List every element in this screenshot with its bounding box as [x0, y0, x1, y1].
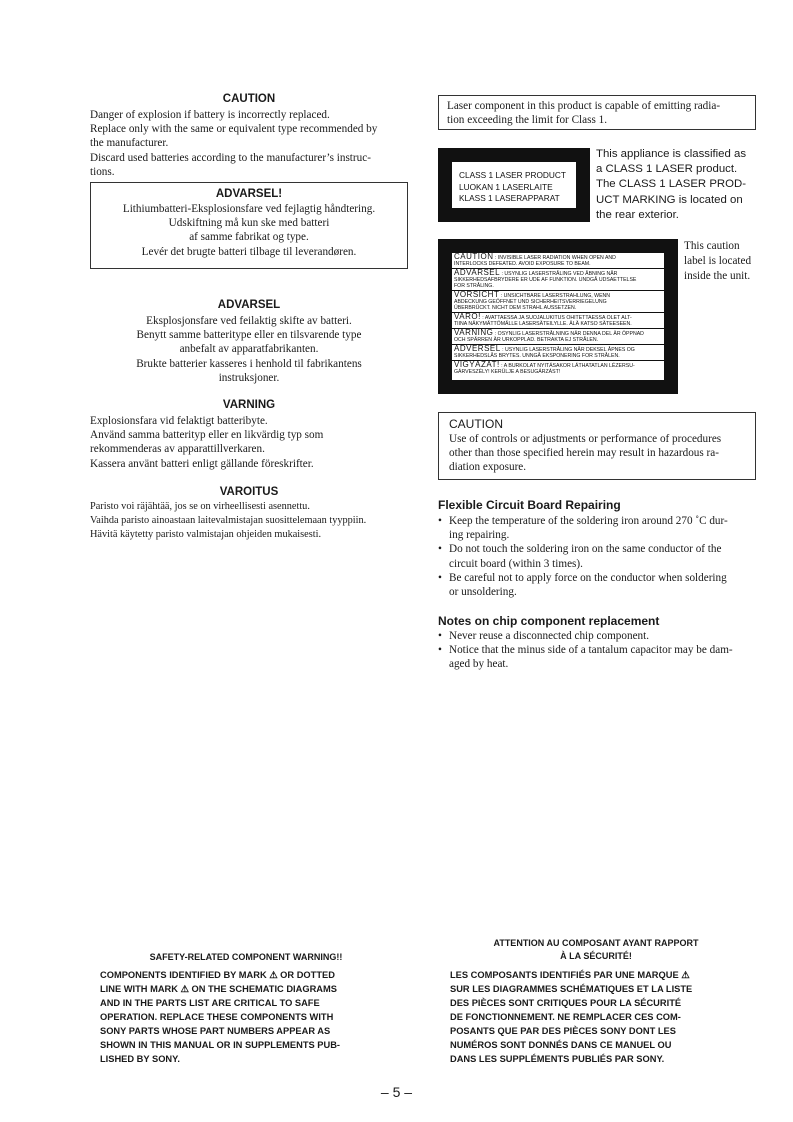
text-line: ing repairing. [449, 529, 510, 542]
label-row-head: ADVERSEL [454, 345, 501, 353]
text-line: Laser component in this product is capable of emitting radia- [447, 100, 721, 112]
label-row-head: VARNING [454, 329, 494, 337]
label-row-head: CAUTION [454, 253, 494, 261]
text-line: rekommenderas av apparattillverkaren. [90, 443, 265, 456]
varoitus-title: VAROITUS [219, 486, 279, 498]
text-line: anbefalt av apparatfabrikanten. [179, 343, 319, 356]
bullet: • [438, 644, 442, 657]
text-line: diation exposure. [449, 461, 527, 474]
caution-laser-label [438, 239, 678, 394]
label-row-text: : A BURKOLAT NYITÁSAKOR LÁTHATATLAN LÉZERSU- [499, 363, 635, 369]
text-line: Discard used batteries according to the manufacturer’s instruc- [90, 151, 371, 164]
text-line: UCT MARKING is located on [596, 193, 743, 206]
label-row-text: FOR STRÅLING. [454, 283, 494, 289]
advarsel-norwegian-title: ADVARSEL [217, 299, 281, 311]
text-line: a CLASS 1 LASER product. [596, 163, 738, 176]
class1-note [596, 147, 761, 223]
label-row-text: : UNSICHTBARE LASERSTRAHLUNG, WENN [499, 293, 611, 299]
class1-label-inner [451, 161, 577, 209]
text-line: LINE WITH MARK ⚠ ON THE SCHEMATIC DIAGRAMS [100, 984, 337, 994]
text-line: Levér det brugte batteri tilbage til leverandøren. [141, 245, 357, 258]
label-row-vorsicht [452, 291, 664, 313]
label-row-advarsel [452, 269, 664, 291]
text-line: À LA SÉCURITÉ! [560, 951, 632, 961]
text-line: circuit board (within 3 times). [449, 557, 583, 570]
text-line: Vaihda paristo ainoastaan laitevalmistajan suosittelemaan tyyppiin. [90, 515, 367, 527]
text-line: AND IN THE PARTS LIST ARE CRITICAL TO SAFE [100, 998, 320, 1008]
text-line: Eksplosjonsfare ved feilaktig skifte av batteri. [146, 315, 352, 327]
laser-component-box [438, 95, 756, 130]
flex-repair-list [438, 514, 760, 599]
caution-battery-title: CAUTION [222, 93, 276, 105]
text-line: This caution [684, 240, 740, 252]
text-line: SHOWN IN THIS MANUAL OR IN SUPPLEMENTS PUB- [100, 1040, 341, 1050]
text-line: other than those specified herein may result in hazardous ra- [449, 447, 719, 460]
laser-component-text [447, 99, 747, 127]
text-line: Brukte batterier kasseres i henhold til fabrikantens [136, 357, 362, 370]
label-line: CLASS 1 LASER PRODUCT [459, 170, 566, 180]
text-line: The CLASS 1 LASER PROD- [596, 178, 747, 191]
label-row-head: ADVARSEL [454, 269, 501, 277]
text-line: Danger of explosion if battery is incorrectly replaced. [90, 109, 330, 121]
text-line: LISHED BY SONY. [100, 1054, 180, 1064]
label-row-text: ÜBERBRÜCKT. NICHT DEM STRAHL AUSSETZEN. [454, 305, 577, 311]
text-line: instruksjoner. [218, 371, 280, 384]
bullet: • [438, 543, 442, 556]
page-number: – 5 – [380, 1084, 413, 1100]
advarsel-norwegian-text [90, 314, 408, 385]
text-line: Paristo voi räjähtää, jos se on virheellisesti asennettu. [90, 501, 310, 512]
text-line: Benytt samme batteritype eller en tilsvarende type [136, 329, 362, 342]
text-line: This appliance is classified as [596, 148, 747, 160]
label-row-adversel [452, 345, 664, 361]
safety-warning-en-title: SAFETY-RELATED COMPONENT WARNING!! [149, 952, 343, 962]
advarsel-danish-box [90, 182, 408, 269]
safety-warning-fr-text [450, 968, 742, 1066]
label-row-caution [452, 253, 664, 269]
text-line: Använd samma batterityp eller en likvärdig typ som [90, 429, 324, 442]
caution-label-inner [451, 252, 665, 381]
text-line: Keep the temperature of the soldering iron around 270 ˚C dur- [449, 515, 728, 527]
label-row-text: INTERLOCKS DEFEATED. AVOID EXPOSURE TO BEAM. [454, 261, 591, 267]
label-row-vigyazat [452, 361, 664, 376]
advarsel-danish-title: ADVARSEL! [215, 188, 283, 200]
list-item [438, 542, 760, 570]
caution-controls-text [449, 432, 745, 475]
label-row-text: : USYNLIG LASERSTRÅLING VED ÅBNING NÅR [500, 271, 618, 277]
label-row-varo [452, 313, 664, 329]
label-row-text: SIKKERHEDSLÅS BRYTES. UNNGÅ EKSPONERING FOR STRÅLEN. [454, 353, 620, 359]
list-item [438, 514, 760, 542]
text-line: Kassera använt batteri enligt gällande föreskrifter. [90, 457, 314, 470]
caution-controls-title: CAUTION [449, 417, 503, 431]
text-line: POSANTS QUE PAR DES PIÈCES SONY DONT LES [450, 1026, 676, 1036]
text-line: Be careful not to apply force on the conductor when soldering [449, 571, 727, 584]
varning-text [90, 414, 410, 471]
text-line: Explosionsfara vid felaktigt batteribyte. [90, 415, 268, 427]
chip-notes-title: Notes on chip component replacement [438, 614, 660, 628]
text-line: the rear exterior. [596, 208, 679, 221]
caution-battery-text [90, 108, 410, 179]
text-line: SUR LES DIAGRAMMES SCHÉMATIQUES ET LA LISTE [450, 984, 693, 994]
text-line: or unsoldering. [449, 586, 517, 599]
advarsel-danish-text [91, 202, 407, 259]
text-line: label is located [684, 255, 752, 267]
text-line: LES COMPOSANTS IDENTIFIÉS PAR UNE MARQUE ⚠ [450, 970, 690, 980]
varning-title: VARNING [222, 399, 276, 411]
label-row-text: GÁRVESZÉLY! KERÜLJE A BESUGÁRZÁST! [454, 369, 561, 375]
text-line: Replace only with the same or equivalent type recommended by [90, 123, 378, 136]
text-line: inside the unit. [684, 270, 751, 282]
text-line: Never reuse a disconnected chip component. [449, 630, 650, 642]
list-item [438, 643, 760, 671]
text-line: tions. [90, 165, 115, 178]
text-line: tion exceeding the limit for Class 1. [447, 114, 608, 127]
label-row-text: SIKKERHEDSAFBRYDERE ER UDE AF FUNKTION. UNDGÅ UDSAETTELSE [454, 277, 637, 283]
bullet: • [438, 630, 442, 642]
text-line: OPERATION. REPLACE THESE COMPONENTS WITH [100, 1012, 334, 1022]
label-row-text: : USYNLIG LASERSTRÅLING NÅR DEKSEL ÅPNES OG [500, 347, 635, 353]
bullet: • [438, 515, 442, 527]
label-row-head: VIGYÁZAT! [454, 361, 500, 369]
label-row-text: : INVISIBLE LASER RADIATION WHEN OPEN AND [493, 255, 616, 261]
list-item [438, 571, 760, 599]
flex-repair-title: Flexible Circuit Board Repairing [438, 498, 621, 512]
text-line: Do not touch the soldering iron on the same conductor of the [449, 543, 722, 556]
bullet: • [438, 571, 442, 584]
caution-controls-box [438, 412, 756, 480]
text-line: the manufacturer. [90, 137, 169, 150]
class1-laser-label [438, 148, 590, 222]
text-line: Udskiftning må kun ske med batteri [168, 217, 330, 230]
varoitus-text [90, 500, 412, 543]
safety-warning-en-text [100, 968, 392, 1066]
text-line: aged by heat. [449, 658, 509, 671]
text-line: Lithiumbatteri-Eksplosionsfare ved fejlagtig håndtering. [122, 203, 376, 215]
text-line: NUMÉROS SONT DONNÉS DANS CE MANUEL OU [450, 1040, 672, 1050]
text-line: ATTENTION AU COMPOSANT AYANT RAPPORT [493, 938, 699, 948]
text-line: COMPONENTS IDENTIFIED BY MARK ⚠ OR DOTTED [100, 970, 335, 980]
safety-warning-fr-title [450, 937, 742, 963]
label-line: KLASS 1 LASERAPPARAT [459, 193, 560, 203]
label-row-head: VORSICHT [454, 291, 500, 299]
text-line: Notice that the minus side of a tantalum capacitor may be dam- [449, 644, 733, 657]
text-line: DE FONCTIONNEMENT. NE REMPLACER CES COM- [450, 1012, 681, 1022]
label-row-text: OCH SPÄRREN ÄR URKOPPLAD. BETRAKTA EJ STRÅLEN. [454, 337, 599, 343]
label-row-text: : OSYNLIG LASERSTRÅLNING NÄR DENNA DEL ÄR ÖPPNAD [493, 331, 644, 337]
list-item [438, 629, 760, 643]
text-line: DANS LES SUPPLÉMENTS PUBLIÉS PAR SONY. [450, 1054, 665, 1064]
label-line: LUOKAN 1 LASERLAITE [459, 181, 553, 192]
label-row-head: VARO! [454, 313, 481, 321]
text-line: Use of controls or adjustments or performance of procedures [449, 433, 722, 445]
label-row-varning [452, 329, 664, 345]
text-line: SONY PARTS WHOSE PART NUMBERS APPEAR AS [100, 1026, 331, 1036]
text-line: Hävitä käytetty paristo valmistajan ohjeiden mukaisesti. [90, 529, 322, 541]
text-line: DES PIÈCES SONT CRITIQUES POUR LA SÉCURITÉ [450, 998, 682, 1008]
label-row-text: ABDECKUNG GEÖFFNET UND SICHERHEITSVERRIEGELUNG [454, 299, 607, 305]
text-line: af samme fabrikat og type. [189, 231, 309, 244]
label-row-text: TIINA NÄKYMÄTTÖMÄLLE LASERSÄTEILYLLE. ÄLÄ KATSO SÄTEESEEN. [454, 321, 632, 327]
caution-label-note [684, 239, 764, 284]
chip-notes-list [438, 629, 760, 672]
label-row-text: : AVATTAESSA JA SUOJALUKITUS OHITETTAESSA OLET ALT- [480, 315, 632, 321]
